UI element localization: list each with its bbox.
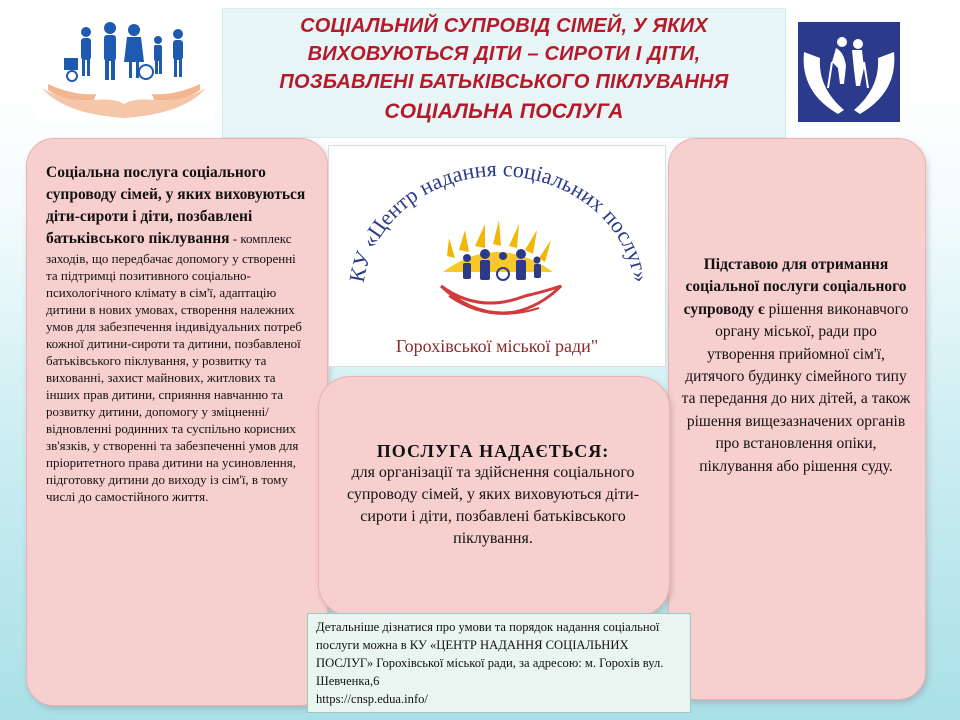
page-subtitle: СОЦІАЛЬНА ПОСЛУГА — [384, 100, 624, 123]
definition-body: - комплекс заходів, що передбачає допомогу у створенні та підтримці позитивного соціально-психологічного клімату в сім'ї, адаптацію дитини в нових умовах, створення належних умов для забезпечення індивідуальних потреб кожної дитини-сироти та дитини, позбавленої батьківського піклування, у розвитку та вихованні, захист майнових, житлових та інших прав дитини, сприяння навчанню та розвитку дитини, допомогу у зміцненні/відновленні родинних та суспільно корисних зв'язків, у створенні та забезпеченні умов для пріоритетного права дитини на усиновлення, підготовку дитини до виходу із сім'ї, в тому числі до самостійного життя. — [46, 231, 302, 504]
info-description: Детальніше дізнатися про умови та порядок надання соціальної послуги можна в КУ «ЦЕНТР НАДАННЯ СОЦІАЛЬНИХ ПОСЛУГ» Горохівської міської ради, за адресою: м. Горохів вул. Шевченка,6 — [316, 620, 664, 688]
title-line-2: ВИХОВУЮТЬСЯ ДІТИ – СИРОТИ І ДІТИ, — [307, 43, 701, 65]
family-hands-logo — [34, 18, 214, 122]
basis-body: рішення виконавчого органу міської, ради про утворення прийомної сім'ї, дитячого будинку сімейного типу та передання до них дітей, а також рішення вищезазначених органів про встановлення опіки, піклування або рішення суду. — [681, 300, 911, 475]
family-hands-icon — [34, 18, 214, 122]
basis-text — [680, 254, 912, 478]
center-logo — [329, 146, 665, 366]
info-text — [308, 614, 690, 712]
elderly-hands-icon — [798, 22, 900, 122]
service-text — [330, 440, 656, 550]
page-title — [234, 12, 774, 126]
info-link[interactable]: https://cnsp.edua.info/ — [316, 692, 428, 706]
basis-bold: Підставою для отримання соціальної послуги соціального супроводу є — [683, 256, 907, 318]
definition-bold: Соціальна послуга соціального супроводу сімей, у яких виховуються діти-сироти і діти, позбавлені батьківського піклування — [46, 164, 306, 247]
title-line-1: СОЦІАЛЬНИЙ СУПРОВІД СІМЕЙ, У ЯКИХ — [300, 15, 708, 37]
title-line-3: ПОЗБАВЛЕНІ БАТЬКІВСЬКОГО ПІКЛУВАННЯ — [279, 71, 729, 93]
definition-text — [46, 162, 308, 505]
center-logo-card — [328, 145, 666, 367]
service-body: для організації та здійснення соціального супроводу сімей, у яких виховуються діти-сироти і діти, позбавлені батьківського піклування. — [346, 464, 640, 547]
elderly-hands-logo — [798, 22, 900, 122]
logo-arc-text: КУ «Центр надання соціальних послуг» — [343, 155, 655, 285]
info-box — [307, 613, 691, 713]
logo-bottom-text: Горохівської міської ради" — [395, 336, 599, 356]
service-heading: ПОСЛУГА НАДАЄТЬСЯ: — [376, 441, 610, 461]
